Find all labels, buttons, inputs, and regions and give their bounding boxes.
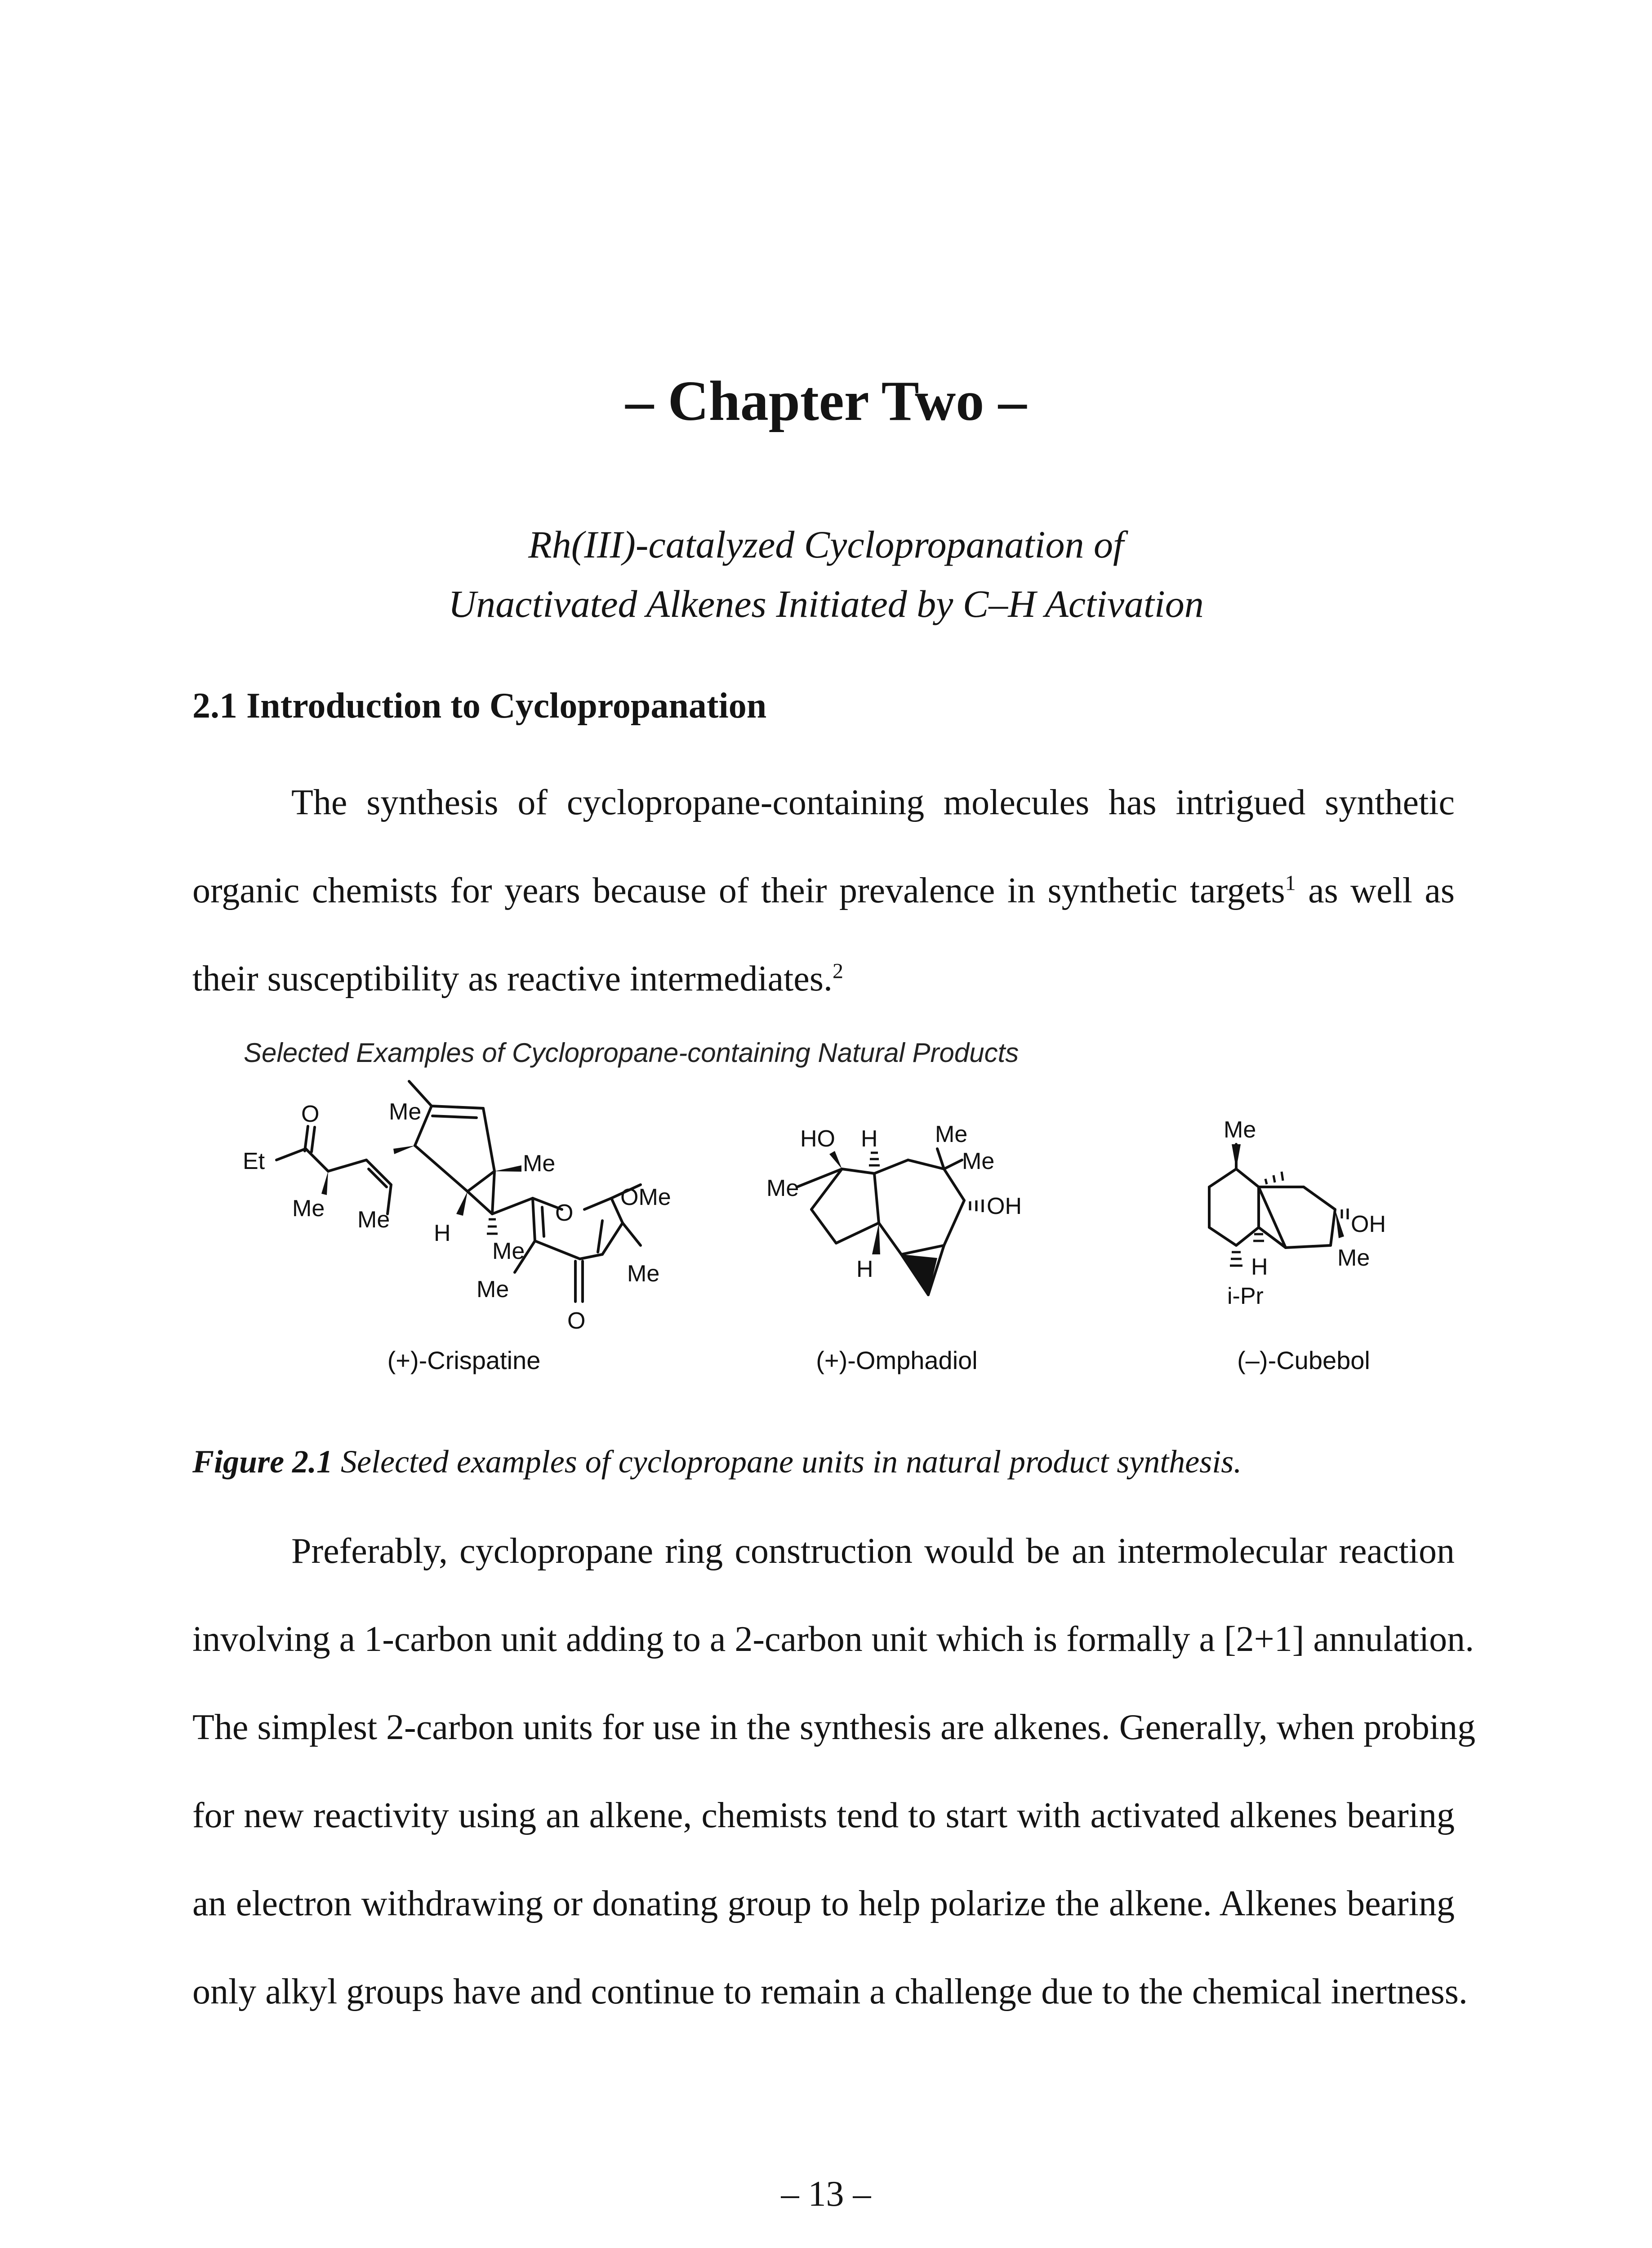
label-ho: HO xyxy=(800,1126,835,1152)
label-et: Et xyxy=(243,1148,265,1174)
paragraph-line: The simplest 2-carbon units for use in the synthesis are alkenes. Generally, when probing xyxy=(192,1708,1476,1747)
compound-name-crispatine: (+)-Crispatine xyxy=(387,1346,541,1374)
section-heading: 2.1 Introduction to Cyclopropanation xyxy=(192,686,767,726)
paragraph-line: an electron withdrawing or donating group to help polarize the alkene. Alkenes bearing xyxy=(192,1884,1455,1923)
omphadiol-structure xyxy=(797,1149,964,1295)
label-me: Me xyxy=(1224,1117,1256,1143)
label-oh: OH xyxy=(1351,1211,1386,1237)
label-me: Me xyxy=(476,1276,509,1302)
crispatine-structure xyxy=(276,1081,641,1302)
compound-name-cubebol: (–)-Cubebol xyxy=(1237,1346,1370,1374)
chapter-subtitle-line-1: Rh(III)-catalyzed Cyclopropanation of xyxy=(528,523,1124,566)
chapter-subtitle-line-2: Unactivated Alkenes Initiated by C–H Activation xyxy=(448,582,1204,625)
paragraph-line: for new reactivity using an alkene, chemists tend to start with activated alkenes bearing xyxy=(192,1796,1455,1835)
cubebol-labels xyxy=(1224,1117,1386,1309)
label-me: Me xyxy=(292,1195,325,1222)
chapter-heading: – Chapter Two – xyxy=(625,370,1027,433)
omphadiol-wedges xyxy=(829,1151,937,1295)
page-number: – 13 – xyxy=(781,2174,871,2214)
label-me: Me xyxy=(627,1261,660,1287)
text-run: organic chemists for years because of their prevalence in synthetic targets xyxy=(192,871,1285,910)
label-ipr: i-Pr xyxy=(1227,1283,1264,1309)
label-h: H xyxy=(434,1220,451,1246)
figure-caption-text: Selected examples of cyclopropane units in natural product synthesis. xyxy=(333,1444,1242,1480)
label-h: H xyxy=(861,1126,878,1152)
text-run: as well as xyxy=(1296,871,1455,910)
label-o: O xyxy=(301,1101,320,1127)
label-me: Me xyxy=(492,1238,525,1264)
paragraph-line: involving a 1-carbon unit adding to a 2-carbon unit which is formally a [2+1] annulation. xyxy=(192,1619,1474,1659)
label-me: Me xyxy=(1337,1245,1370,1271)
paragraph-line: only alkyl groups have and continue to remain a challenge due to the chemical inertness. xyxy=(192,1972,1468,2012)
cubebol-structure xyxy=(1209,1144,1335,1248)
label-oh: OH xyxy=(987,1193,1022,1219)
cubebol-wedges xyxy=(1232,1144,1344,1238)
label-me: Me xyxy=(766,1175,799,1201)
label-me: Me xyxy=(962,1148,995,1174)
label-h: H xyxy=(856,1256,873,1282)
citation-ref: 2 xyxy=(832,959,843,983)
figure-title: Selected Examples of Cyclopropane-containing Natural Products xyxy=(244,1038,1019,1068)
label-ome: OMe xyxy=(620,1184,671,1210)
figure-label: Figure 2.1 xyxy=(192,1444,333,1480)
label-me: Me xyxy=(523,1151,556,1177)
compound-name-omphadiol: (+)-Omphadiol xyxy=(816,1346,978,1374)
crispatine-hash xyxy=(487,1219,498,1234)
figure-caption xyxy=(192,1445,1242,1478)
label-h: H xyxy=(1251,1254,1268,1280)
label-o: O xyxy=(567,1308,586,1334)
label-me: Me xyxy=(357,1207,390,1233)
label-me: Me xyxy=(935,1121,968,1147)
text-run: their susceptibility as reactive intermediates. xyxy=(192,959,833,999)
paragraph-line: The synthesis of cyclopropane-containing molecules has intrigued synthetic xyxy=(291,783,1455,822)
label-o: O xyxy=(555,1200,574,1226)
paragraph-line: Preferably, cyclopropane ring construction would be an intermolecular reaction xyxy=(291,1531,1455,1571)
label-me: Me xyxy=(389,1099,422,1125)
citation-ref: 1 xyxy=(1285,871,1296,895)
